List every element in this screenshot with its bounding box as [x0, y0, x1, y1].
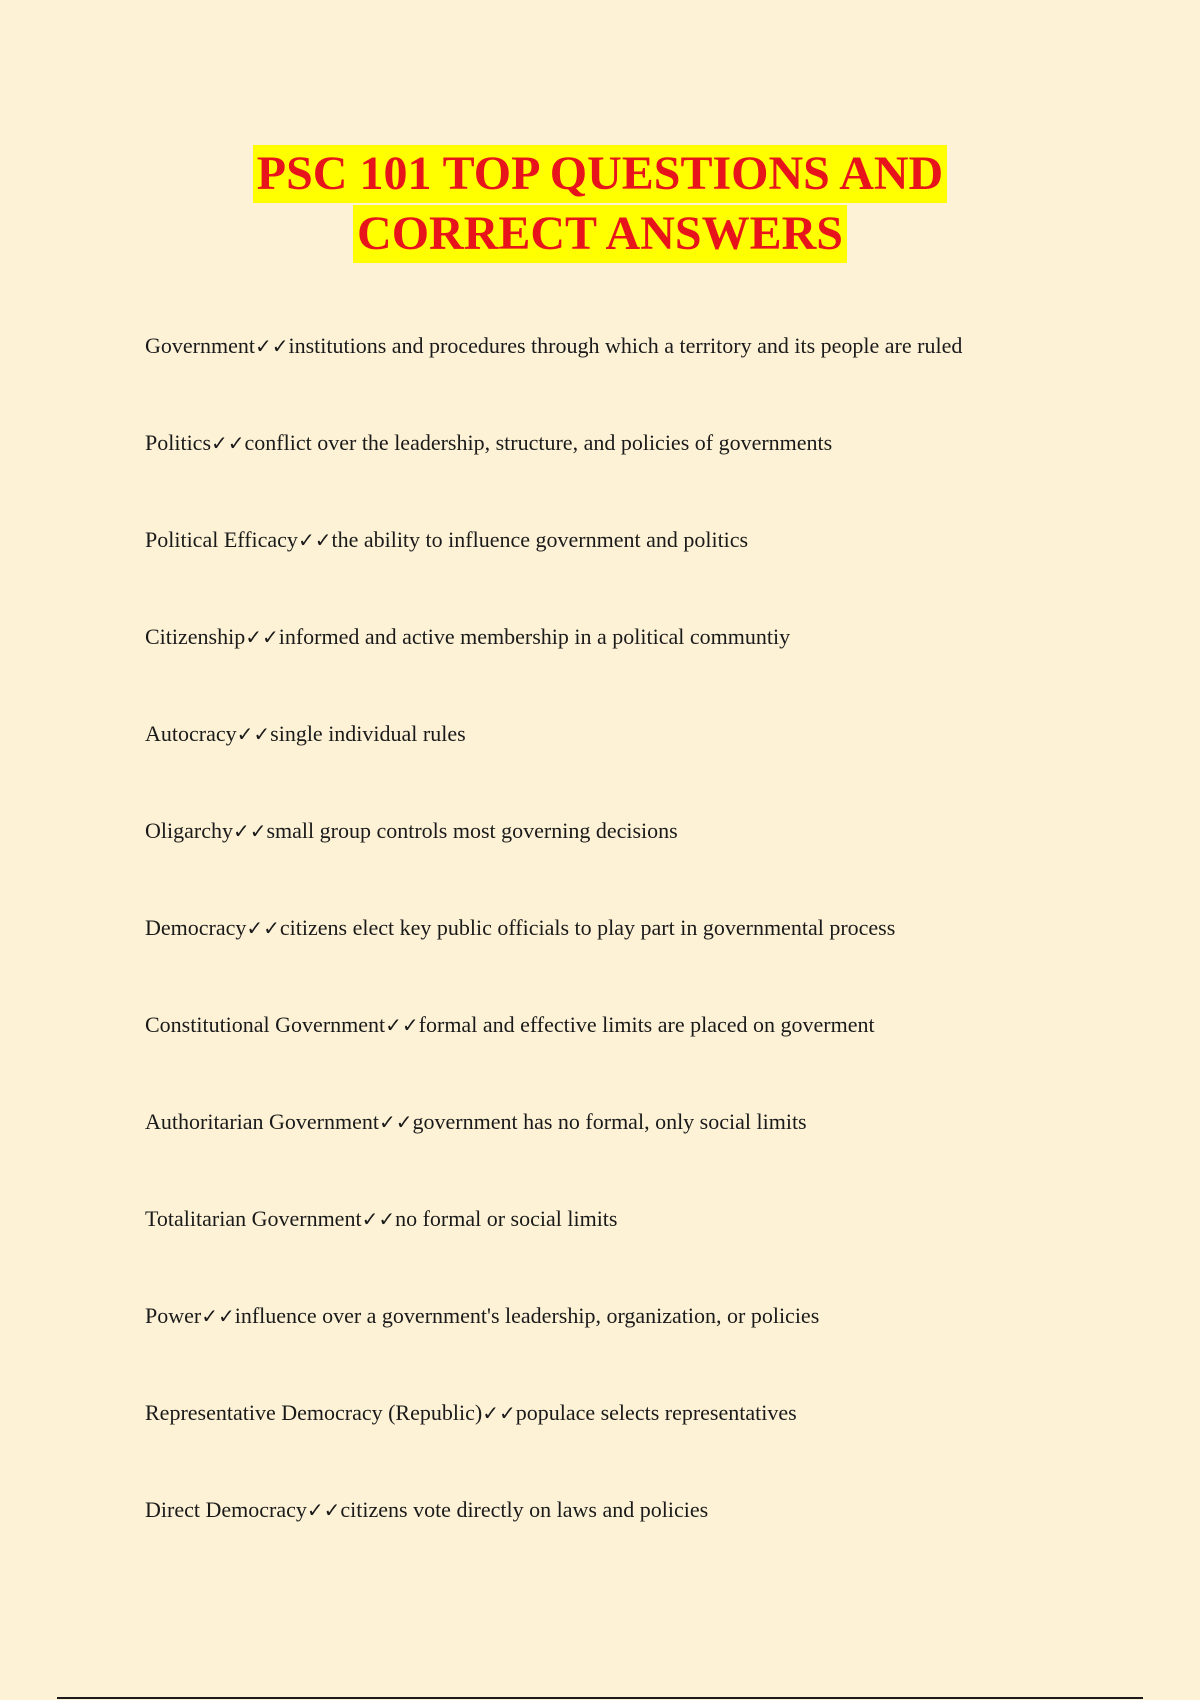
check-icon: ✓✓	[201, 1304, 235, 1328]
check-icon: ✓✓	[211, 431, 245, 455]
check-icon: ✓✓	[482, 1401, 516, 1425]
qa-definition: government has no formal, only social limits	[412, 1109, 807, 1134]
qa-term: Constitutional Government	[145, 1012, 386, 1037]
title-line-1: PSC 101 TOP QUESTIONS AND	[253, 145, 947, 203]
qa-item	[145, 713, 1145, 810]
qa-item	[145, 810, 1145, 907]
qa-definition: formal and effective limits are placed on goverment	[418, 1012, 875, 1037]
page-bottom-rule	[57, 1697, 1143, 1699]
qa-term: Direct Democracy	[145, 1497, 307, 1522]
qa-list	[145, 325, 1145, 1586]
qa-definition: populace selects representatives	[515, 1400, 797, 1425]
qa-definition: citizens elect key public officials to play part in governmental process	[279, 915, 896, 940]
qa-term: Totalitarian Government	[145, 1206, 362, 1231]
qa-definition: conflict over the leadership, structure, and policies of governments	[244, 430, 833, 455]
qa-term: Politics	[145, 430, 212, 455]
qa-item	[145, 1198, 1145, 1295]
qa-item	[145, 422, 1145, 519]
qa-item	[145, 1004, 1145, 1101]
qa-definition: institutions and procedures through which a territory and its people are ruled	[288, 333, 963, 358]
qa-definition: small group controls most governing decisions	[266, 818, 678, 843]
qa-definition: single individual rules	[270, 721, 466, 746]
title-line-2: CORRECT ANSWERS	[353, 205, 847, 263]
qa-definition: influence over a government's leadership, organization, or policies	[234, 1303, 820, 1328]
qa-item	[145, 325, 1145, 422]
qa-term: Representative Democracy (Republic)	[145, 1400, 483, 1425]
qa-item	[145, 1295, 1145, 1392]
check-icon: ✓✓	[254, 334, 289, 358]
check-icon: ✓✓	[385, 1013, 419, 1037]
qa-definition: citizens vote directly on laws and policies	[340, 1497, 709, 1522]
qa-item	[145, 1489, 1145, 1586]
qa-term: Power	[145, 1303, 202, 1328]
qa-item	[145, 1392, 1145, 1489]
check-icon: ✓✓	[245, 625, 279, 649]
qa-definition: no formal or social limits	[395, 1206, 618, 1231]
qa-item	[145, 1101, 1145, 1198]
check-icon: ✓✓	[361, 1207, 396, 1231]
qa-item	[145, 519, 1145, 616]
qa-definition: informed and active membership in a political communtiy	[278, 624, 791, 649]
check-icon: ✓✓	[236, 722, 271, 746]
qa-term: Oligarchy	[145, 818, 233, 843]
qa-definition: the ability to influence government and politics	[331, 527, 749, 552]
qa-term: Authoritarian Government	[145, 1109, 379, 1134]
qa-item	[145, 616, 1145, 713]
check-icon: ✓✓	[297, 528, 332, 552]
check-icon: ✓✓	[379, 1110, 413, 1134]
qa-term: Political Efficacy	[145, 527, 298, 552]
qa-term: Democracy	[145, 915, 247, 940]
qa-term: Autocracy	[145, 721, 237, 746]
qa-term: Government	[145, 333, 255, 358]
qa-term: Citizenship	[145, 624, 246, 649]
check-icon: ✓✓	[246, 916, 280, 940]
check-icon: ✓✓	[232, 819, 267, 843]
check-icon: ✓✓	[306, 1498, 341, 1522]
qa-item	[145, 907, 1145, 1004]
document-title	[0, 145, 1200, 265]
